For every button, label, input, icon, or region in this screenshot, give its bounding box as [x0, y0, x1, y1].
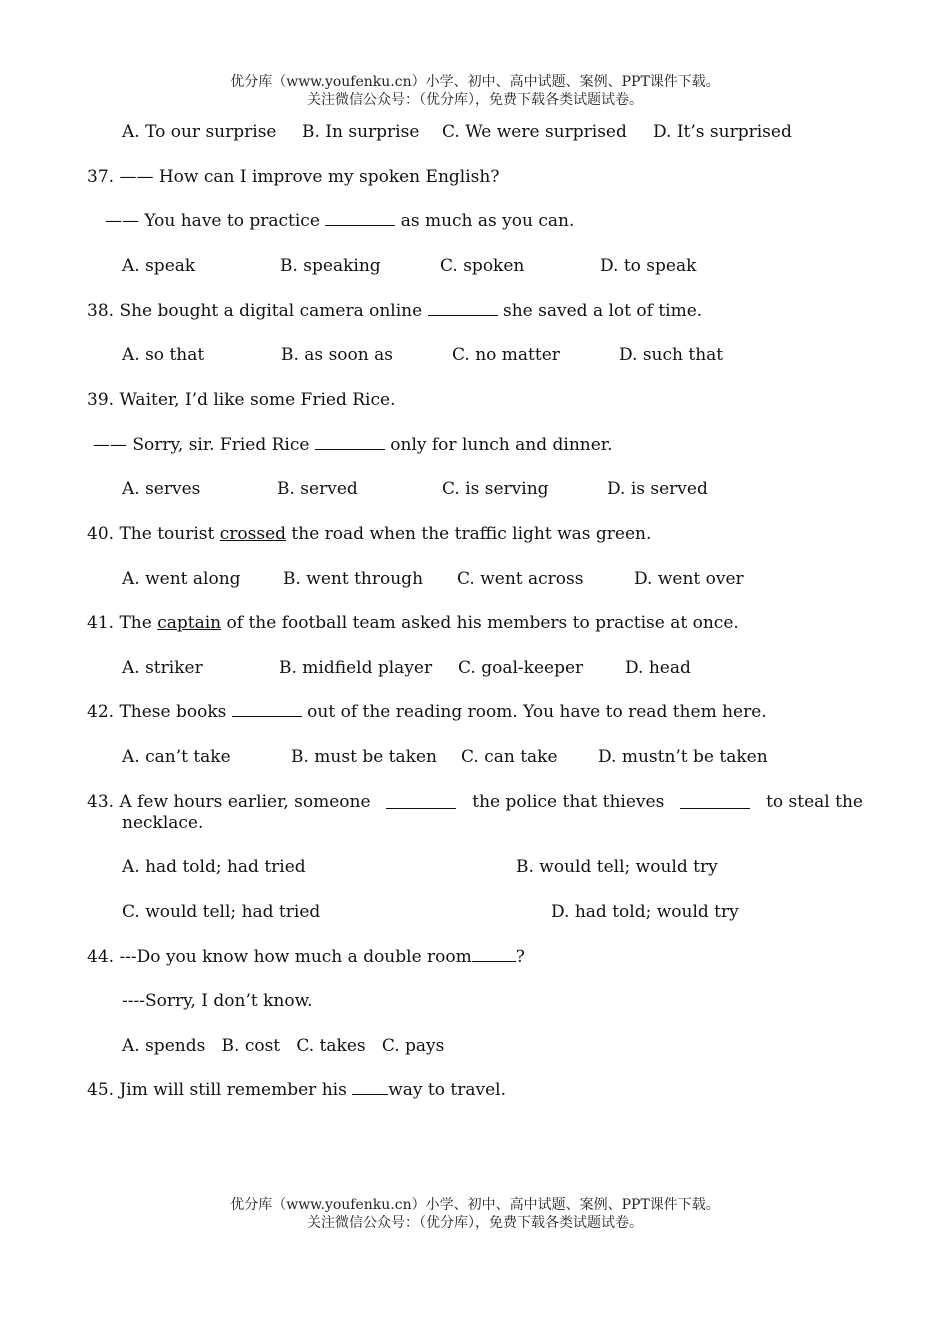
q39-option-b: B. served — [277, 479, 358, 499]
q39-reply-post: only for lunch and dinner. — [390, 435, 613, 455]
q41-stem-post: of the football team asked his members to practise at once. — [226, 613, 739, 633]
q42-stem-pre: 42. These books — [87, 702, 227, 722]
q36-option-b: B. In surprise — [302, 122, 420, 142]
q42-stem-post: out of the reading room. You have to read them here. — [307, 702, 767, 722]
q45-stem-pre: 45. Jim will still remember his — [87, 1080, 347, 1100]
q38-stem-post: she saved a lot of time. — [503, 301, 703, 321]
q42-option-a: A. can’t take — [122, 747, 231, 767]
page-footer — [0, 1196, 950, 1232]
q40-stem — [87, 523, 651, 545]
q44-stem — [87, 946, 525, 968]
q37-stem: 37. —— How can I improve my spoken English? — [87, 167, 500, 187]
q36-option-d: D. It’s surprised — [653, 122, 792, 142]
q38-option-c: C. no matter — [452, 345, 560, 365]
q44-stem-post: ? — [515, 947, 525, 967]
q38-option-a: A. so that — [122, 345, 205, 365]
q40-option-b: B. went through — [283, 569, 424, 589]
answer-blank — [428, 300, 498, 316]
page-header — [0, 73, 950, 109]
q37-option-c: C. spoken — [440, 256, 525, 276]
q43-stem-part2: the police that thieves — [472, 792, 665, 812]
q37-option-d: D. to speak — [600, 256, 697, 276]
q36-option-a: A. To our surprise — [122, 122, 277, 142]
q37-reply-post: as much as you can. — [400, 211, 575, 231]
answer-blank — [352, 1079, 388, 1095]
q37-reply-pre: —— You have to practice — [105, 211, 320, 231]
q38-stem-pre: 38. She bought a digital camera online — [87, 301, 423, 321]
q40-stem-pre: 40. The tourist — [87, 524, 215, 544]
q39-option-a: A. serves — [122, 479, 201, 499]
q43-option-a: A. had told; had tried — [122, 857, 306, 877]
q39-option-d: D. is served — [607, 479, 708, 499]
q43-stem — [87, 791, 863, 813]
footer-line-2: 关注微信公众号：（优分库），免费下载各类试题试卷。 — [307, 1215, 643, 1231]
q37-option-b: B. speaking — [280, 256, 381, 276]
q44-reply: ----Sorry, I don’t know. — [122, 991, 313, 1011]
q40-option-a: A. went along — [122, 569, 241, 589]
q39-reply — [93, 434, 612, 456]
answer-blank — [232, 701, 302, 717]
q43-option-d: D. had told; would try — [551, 902, 739, 922]
q38-stem — [87, 300, 702, 322]
q41-option-b: B. midfield player — [279, 658, 433, 678]
q42-stem — [87, 701, 767, 723]
answer-blank — [680, 793, 750, 809]
q41-underlined-word: captain — [157, 613, 222, 633]
q45-stem-post: way to travel. — [388, 1080, 506, 1100]
q43-option-c: C. would tell; had tried — [122, 902, 321, 922]
header-line-1: 优分库（www.youfenku.cn）小学、初中、高中试题、案例、PPT课件下载。 — [230, 74, 720, 90]
q41-option-d: D. head — [625, 658, 691, 678]
answer-blank — [386, 793, 456, 809]
q41-stem-pre: 41. The — [87, 613, 152, 633]
q43-stem-line2: necklace. — [122, 813, 204, 833]
q38-option-b: B. as soon as — [281, 345, 393, 365]
q41-option-c: C. goal-keeper — [458, 658, 584, 678]
answer-blank — [325, 210, 395, 226]
answer-blank — [472, 946, 516, 962]
q43-option-b: B. would tell; would try — [516, 857, 718, 877]
q38-option-d: D. such that — [619, 345, 724, 365]
header-line-2: 关注微信公众号：（优分库），免费下载各类试题试卷。 — [307, 92, 643, 108]
q44-options: A. spends B. cost C. takes C. pays — [122, 1036, 445, 1056]
q43-stem-part3: to steal the — [766, 792, 863, 812]
footer-line-1: 优分库（www.youfenku.cn）小学、初中、高中试题、案例、PPT课件下载。 — [230, 1197, 720, 1213]
q37-reply — [105, 210, 574, 232]
q40-option-d: D. went over — [634, 569, 744, 589]
q36-option-c: C. We were surprised — [442, 122, 627, 142]
q39-stem: 39. Waiter, I’d like some Fried Rice. — [87, 390, 396, 410]
q41-stem — [87, 612, 739, 634]
answer-blank — [315, 434, 385, 450]
q40-stem-post: the road when the traffic light was green. — [291, 524, 652, 544]
q39-reply-pre: —— Sorry, sir. Fried Rice — [93, 435, 310, 455]
q41-option-a: A. striker — [122, 658, 203, 678]
q42-option-c: C. can take — [461, 747, 558, 767]
q39-option-c: C. is serving — [442, 479, 549, 499]
q40-option-c: C. went across — [457, 569, 584, 589]
q37-option-a: A. speak — [122, 256, 196, 276]
q43-stem-part1: 43. A few hours earlier, someone — [87, 792, 371, 812]
q40-underlined-word: crossed — [219, 524, 287, 544]
q42-option-d: D. mustn’t be taken — [598, 747, 768, 767]
q45-stem — [87, 1079, 506, 1101]
q42-option-b: B. must be taken — [291, 747, 437, 767]
q44-stem-pre: 44. ---Do you know how much a double room — [87, 947, 472, 967]
